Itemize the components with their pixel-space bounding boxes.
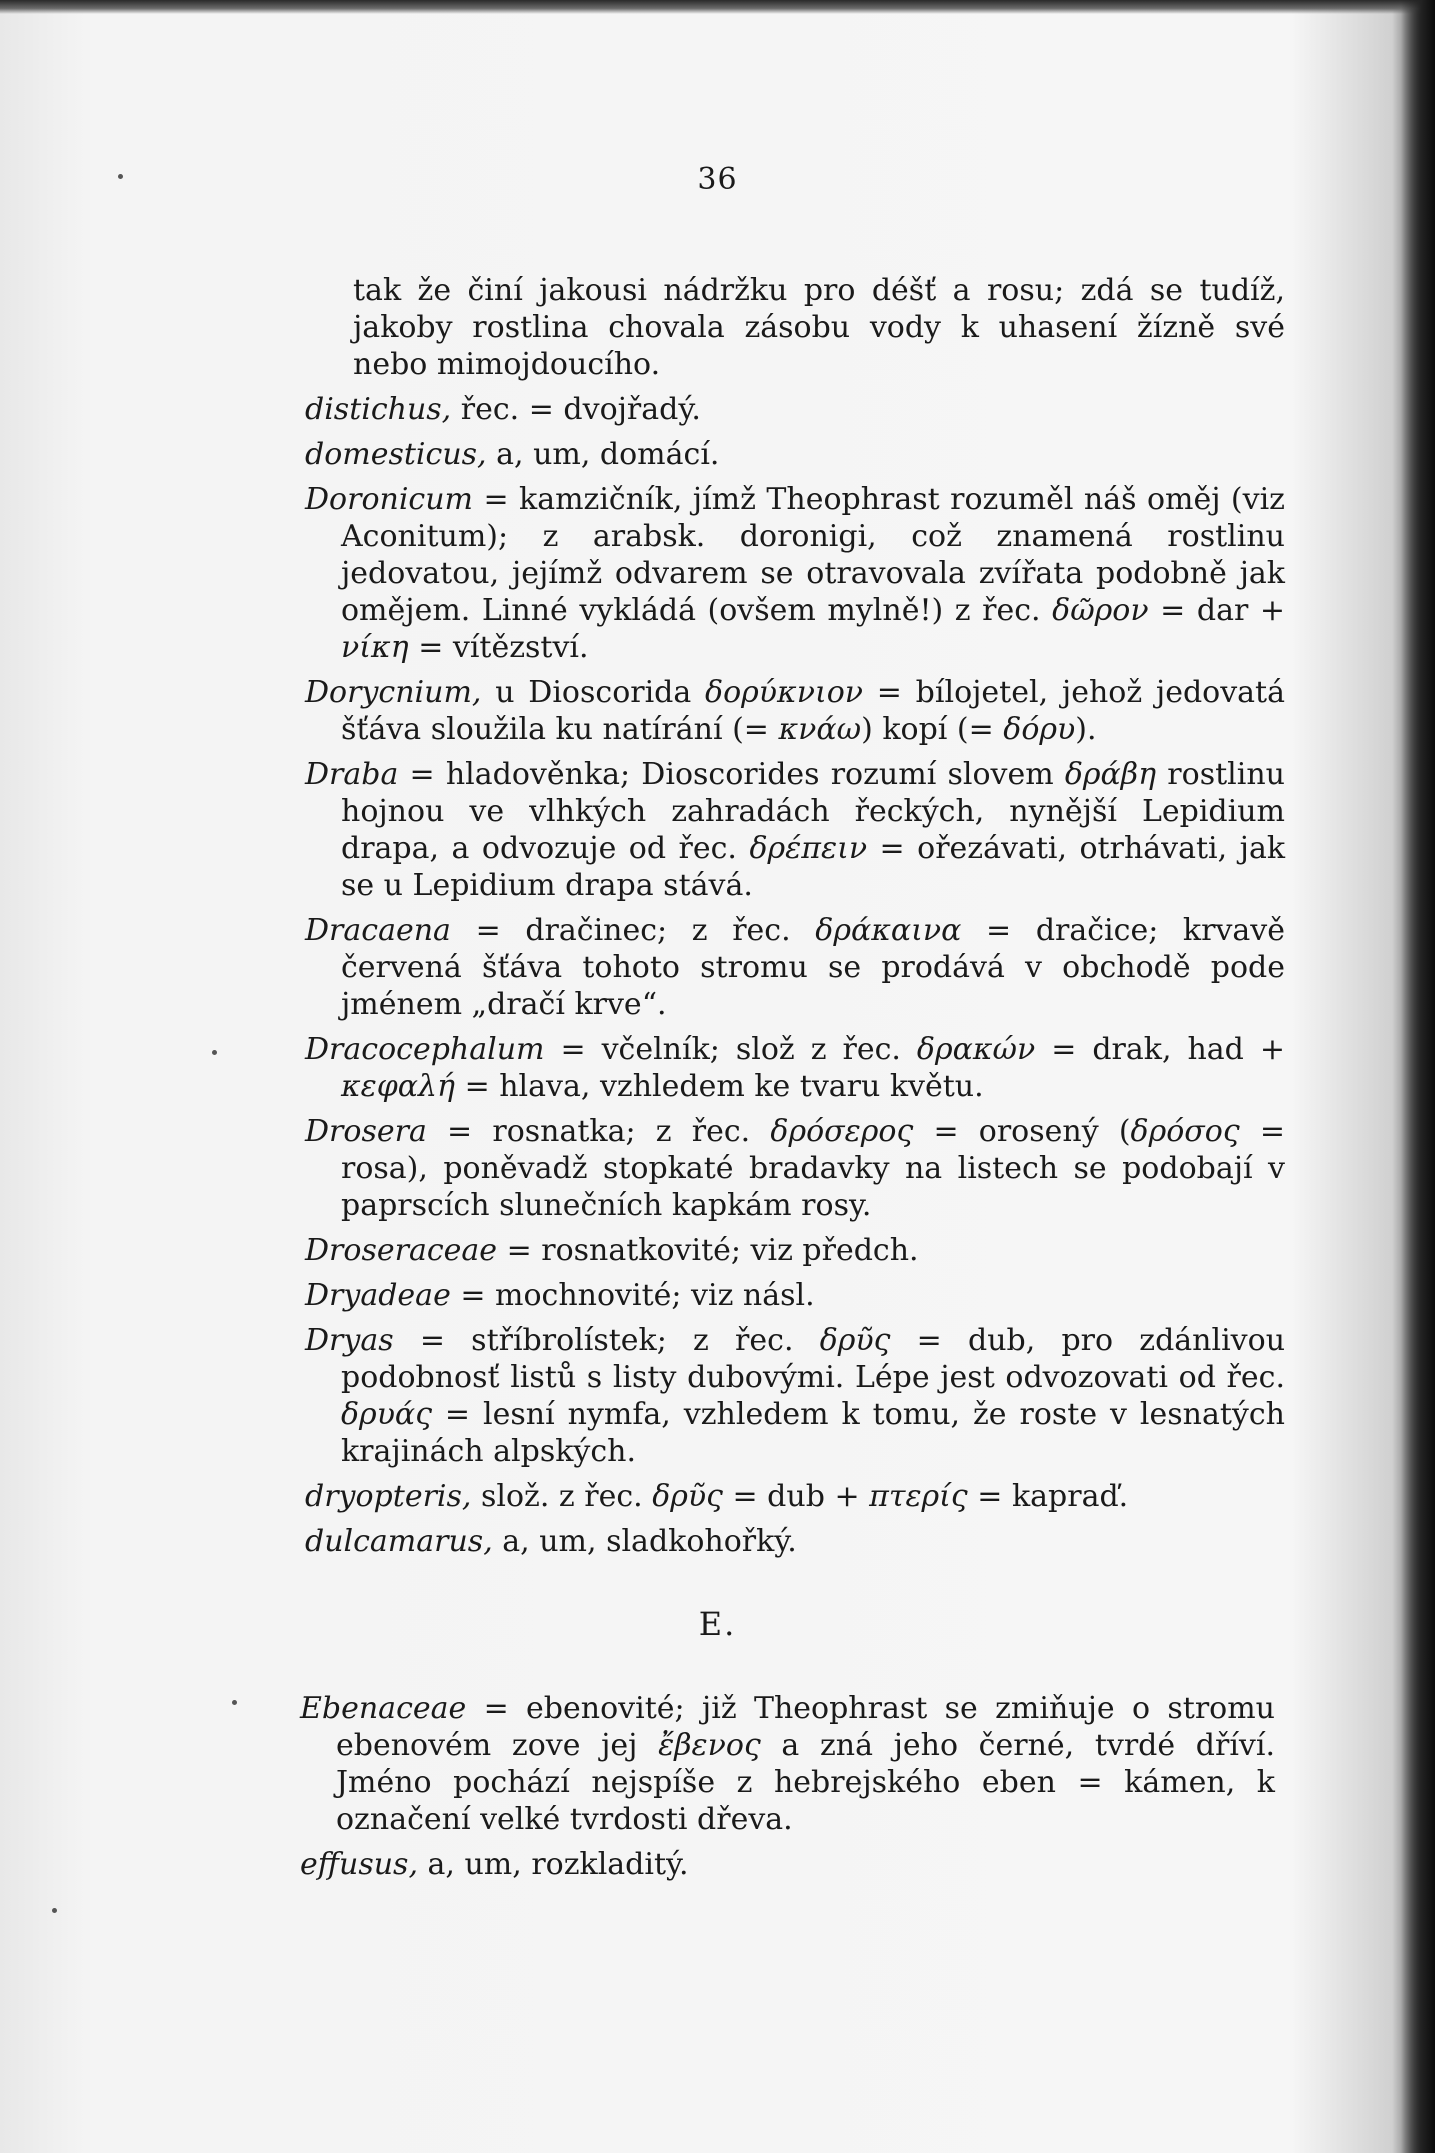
entry-distichus: distichus, řec. = dvojřadý. xyxy=(305,392,701,427)
section-heading-e: E. xyxy=(698,1605,737,1643)
entry-ebenaceae: Ebenaceae = ebenovité; již Theophrast se zmiňuje o stromu ebenovém zove jej ἔβενος a zná jeho černé, tvrdé dříví. Jméno pochází nejspíše z hebrejského eben = kámen, k označení velké tvrdosti dřeva. xyxy=(300,1691,1275,1837)
entry-dorycnium: Dorycnium, u Dioscorida δορύκνιον = bílojetel, jehož jedovatá šťáva sloužila ku natírání (= κνάω) kopí (= δόρυ). xyxy=(305,675,1285,747)
entry-drosera: Drosera = rosnatka; z řec. δρόσερος = orosený (δρόσος = rosa), poněvadž stopkaté bradavky na listech se podobají v paprscích slunečních kapkám rosy. xyxy=(305,1114,1285,1223)
entry-dryadeae: Dryadeae = mochnovité; viz násl. xyxy=(305,1278,815,1313)
entry-domesticus: domesticus, a, um, domácí. xyxy=(305,437,720,472)
page-number: 36 xyxy=(697,162,738,197)
scan-speck xyxy=(212,1050,217,1055)
intro-paragraph: tak že činí jakousi nádržku pro déšť a rosu; zdá se tudíž, jakoby rostlina chovala zásobu vody k uhasení žízně své nebo mimojdoucího. xyxy=(353,273,1285,382)
scan-top-edge xyxy=(0,0,1435,14)
entry-dryas: Dryas = stříbrolístek; z řec. δρῦς = dub, pro zdánlivou podobnosť listů s listy dubovými. Lépe jest odvozovati od řec. δρυάς = lesní nymfa, vzhledem k tomu, že roste v lesnatých krajinách alpských. xyxy=(305,1323,1286,1469)
entry-effusus: effusus, a, um, rozkladitý. xyxy=(300,1847,689,1882)
scan-speck xyxy=(232,1700,237,1705)
entry-dracaena: Dracaena = dračinec; z řec. δράκαινα = dračice; krvavě červená šťáva tohoto stromu se prodává v obchodě pode jménem „dračí krve“. xyxy=(305,913,1285,1022)
entry-draba: Draba = hladověnka; Dioscorides rozumí slovem δράβη rostlinu hojnou ve vlhkých zahradách řeckých, nynější Lepidium drapa, a odvozuje od řec. δρέπειν = ořezávati, otrhávati, jak se u Lepidium drapa stává. xyxy=(305,757,1286,903)
entry-doronicum: Doronicum = kamzičník, jímž Theophrast rozuměl náš oměj (viz Aconitum); z arabsk. doronigi, což znamená rostlinu jedovatou, jejímž odvarem se otravovala zvířata podobně jak omějem. Linné vykládá (ovšem mylně!) z řec. δῶρον = dar + νίκη = vítězství. xyxy=(305,482,1285,665)
entry-droseraceae: Droseraceae = rosnatkovité; viz předch. xyxy=(305,1233,919,1268)
scan-speck xyxy=(52,1908,57,1913)
entry-dulcamarus: dulcamarus, a, um, sladkohořký. xyxy=(305,1524,797,1559)
dictionary-column xyxy=(305,272,1285,1568)
entry-dryopteris: dryopteris, slož. z řec. δρῦς = dub + πτερίς = kapraď. xyxy=(305,1479,1129,1514)
dictionary-column-e xyxy=(300,1690,1275,1891)
entry-dracocephalum: Dracocephalum = včelník; slož z řec. δρακών = drak, had + κεφαλή = hlava, vzhledem ke tvaru květu. xyxy=(305,1032,1285,1104)
scan-right-edge xyxy=(1401,0,1435,2153)
